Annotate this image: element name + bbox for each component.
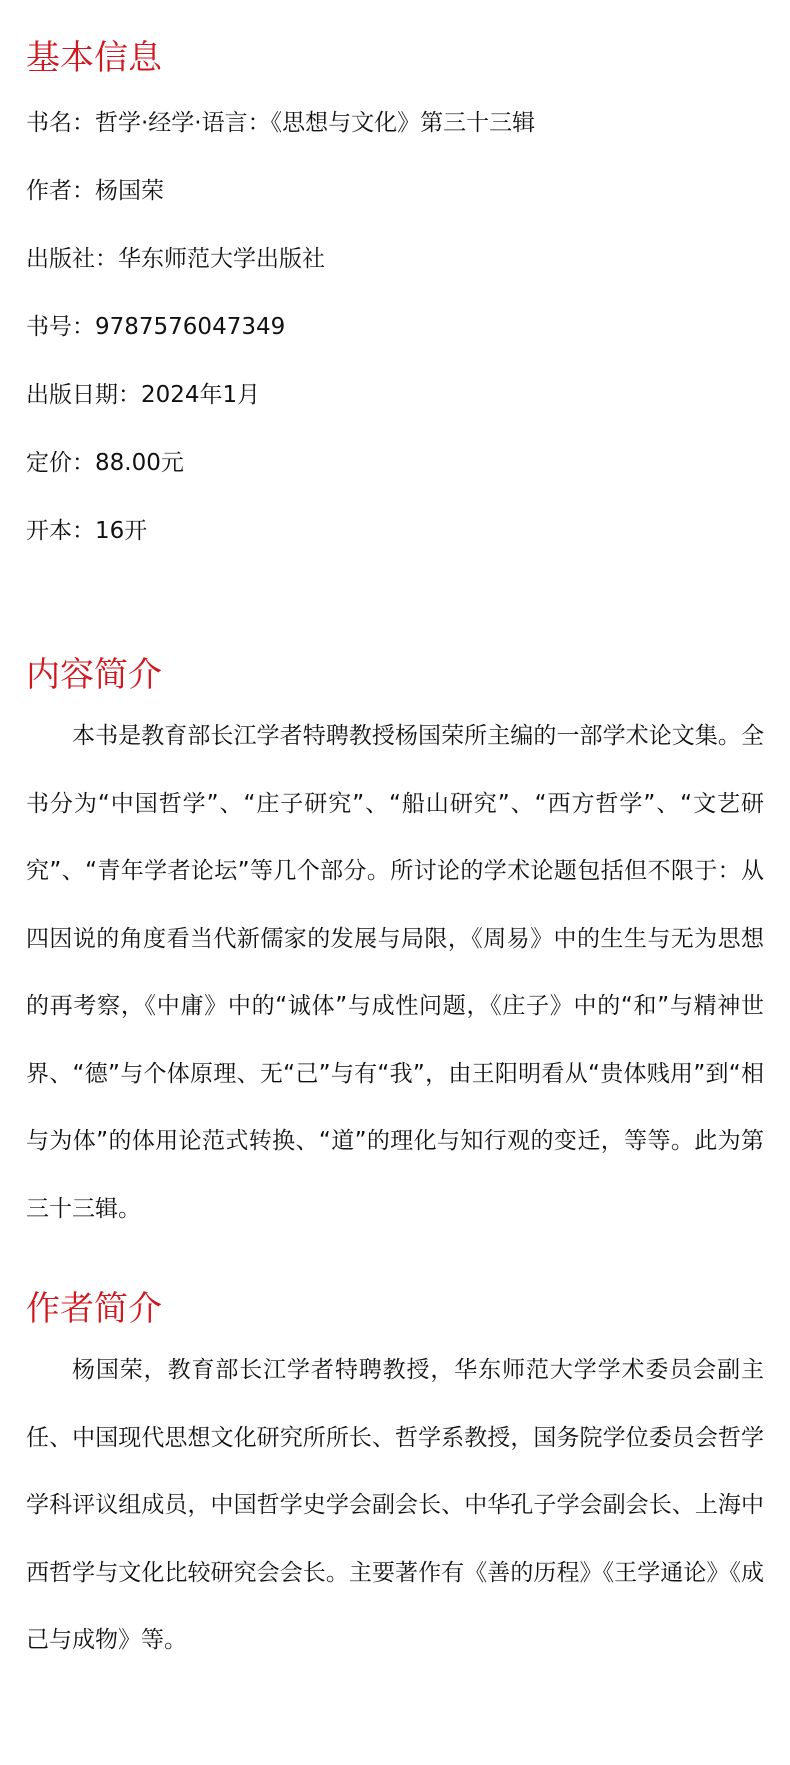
info-value: 88.00元 (95, 450, 184, 476)
info-label: 书号： (26, 314, 95, 340)
info-value: 华东师范大学出版社 (118, 246, 325, 272)
info-label: 书名： (26, 110, 95, 136)
content-intro-paragraph: 本书是教育部长江学者特聘教授杨国荣所主编的一部学术论文集。全书分为“中国哲学”、“庄子研究”、“船山研究”、“西方哲学”、“文艺研究”、“青年学者论坛”等几个部分。所讨论的学术论题包括但不限于：从四因说的角度看当代新儒家的发展与局限，《周易》中的生生与无为思想的再考察，《中庸》中的“诚体”与成性问题，《庄子》中的“和”与精神世界、“德”与个体原理、无“己”与有“我”，由王阳明看从“贵体贱用”到“相与为体”的体用论范式转换、“道”的理化与知行观的变迁，等等。此为第三十三辑。 (26, 723, 764, 1222)
info-row-title (26, 89, 764, 157)
info-label: 作者： (26, 178, 95, 204)
info-row-isbn (26, 293, 764, 361)
info-label: 出版日期： (26, 382, 141, 408)
info-label: 出版社： (26, 246, 118, 272)
info-row-publisher (26, 225, 764, 293)
info-row-format (26, 497, 764, 565)
info-value: 杨国荣 (95, 178, 164, 204)
info-value: 9787576047349 (95, 314, 286, 340)
content-intro-heading: 内容简介 (26, 655, 162, 695)
info-value: 2024年1月 (141, 382, 261, 408)
basic-info-list (26, 89, 764, 565)
info-row-price (26, 429, 764, 497)
author-intro-paragraph: 杨国荣，教育部长江学者特聘教授，华东师范大学学术委员会副主任、中国现代思想文化研究所所长、哲学系教授，国务院学位委员会哲学学科评议组成员，中国哲学史学会副会长、中华孔子学会副会长、上海中西哲学与文化比较研究会会长。主要著作有《善的历程》《王学通论》《成己与成物》等。 (26, 1357, 764, 1653)
info-row-publish-date (26, 361, 764, 429)
info-label: 开本： (26, 518, 95, 544)
info-label: 定价： (26, 450, 95, 476)
info-value: 16开 (95, 518, 148, 544)
info-row-author (26, 157, 764, 225)
basic-info-heading: 基本信息 (26, 38, 162, 78)
author-intro-heading: 作者简介 (26, 1289, 162, 1329)
info-value: 哲学·经学·语言：《思想与文化》第三十三辑 (95, 110, 536, 136)
